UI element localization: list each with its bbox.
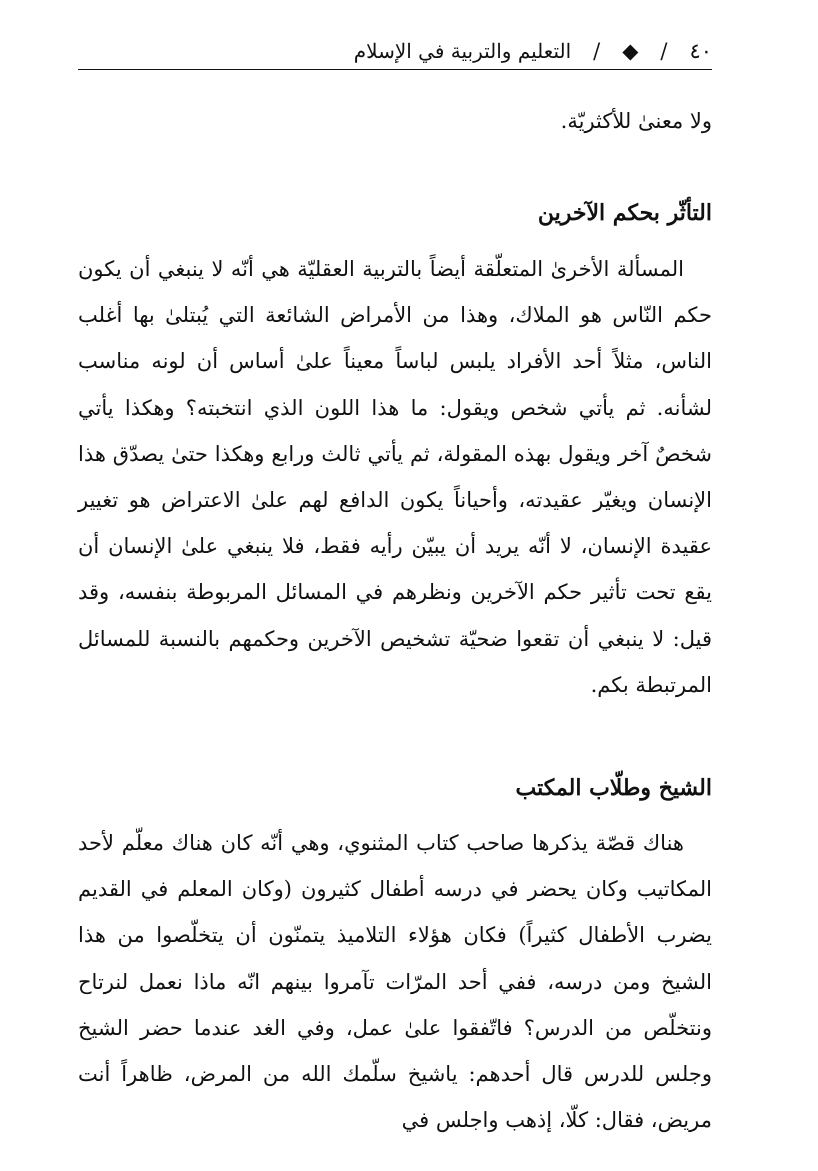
running-header [78,36,712,66]
header-separator: / [660,39,668,63]
intro-text-content: ولا معنىٰ للأكثريّة. [560,109,712,133]
section-paragraph-sheikh-students-text: هناك قصّة يذكرها صاحب كتاب المثنوي، وهي أنّه كان هناك معلّم لأحد المكاتيب وكان يحضر في درسه أطفال كثيرون (وكان المعلم في القديم يضرب الأطفال كثيراً) فكان هؤلاء التلاميذ يتمنّون أن يتخلّصوا من هذا الشيخ ومن درسه، ففي أحد المرّات تآمروا بينهم انّه ماذا نعمل لنرتاح ونتخلّص من الدرس؟ فاتّفقوا علىٰ عمل، وفي الغد عندما حضر الشيخ وجلس للدرس قال أحدهم: ياشيخ سلّمك الله من المرض، ظاهراً أنت مريض، فقال: كلّا، إذهب واجلس في [78,831,712,1133]
book-title: التعليم والتربية في الإسلام [353,39,572,63]
header-divider [78,69,712,70]
intro-text [78,98,712,144]
section-paragraph-influence [78,246,712,708]
header-separator: / [593,39,601,63]
section-heading-sheikh-students: الشيخ وطلّاب المكتب [515,775,712,801]
section-heading-influence: التأثّر بحكم الآخرين [537,200,712,226]
section-paragraph-sheikh-students [78,820,712,1143]
header-ornament-icon: ◆ [622,39,639,63]
page-number: ٤٠ [689,39,712,63]
section-paragraph-influence-text: المسألة الأخرىٰ المتعلّقة أيضاً بالتربية العقليّة هي أنّه لا ينبغي أن يكون حكم النّاس هو الملاك، وهذا من الأمراض الشائعة التي يُبتلىٰ بها أغلب الناس، مثلاً أحد الأفراد يلبس لباساً معيناً علىٰ أساس أن لونه مناسب لشأنه. ثم يأتي شخص ويقول: ما هذا اللون الذي انتخبته؟ وهكذا يأتي شخصٌ آخر ويقول بهذه المقولة، ثم يأتي ثالث ورابع وهكذا حتىٰ يصدّق هذا الإنسان ويغيّر عقيدته، وأحياناً يكون الدافع لهم علىٰ الاعتراض هو تغيير عقيدة الإنسان، لا أنّه يريد أن يبيّن رأيه فقط، فلا ينبغي علىٰ الإنسان أن يقع تحت تأثير حكم الآخرين ونظرهم في المسائل المربوطة بنفسه، وقد قيل: لا ينبغي أن تقعوا ضحيّة تشخيص الآخرين وحكمهم بالنسبة للمسائل المرتبطة بكم. [78,257,712,697]
